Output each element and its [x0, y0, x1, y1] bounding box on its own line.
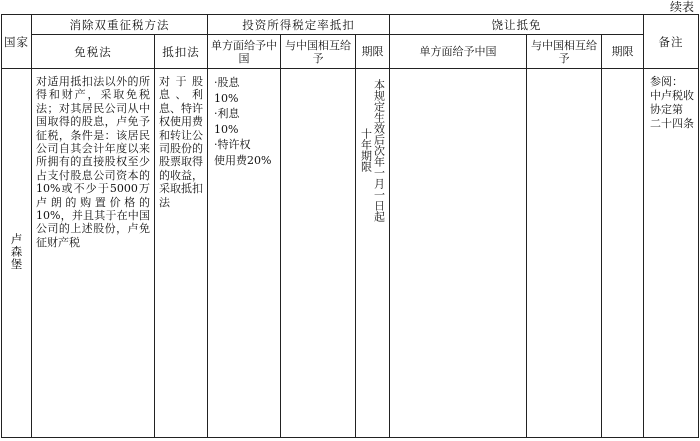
remark-line: 二十四条 — [650, 117, 695, 130]
rate-line: 使用费20% — [214, 153, 272, 167]
rate-line: ·特许权 — [214, 138, 251, 151]
rate-line: 10% — [214, 122, 239, 136]
country-name: 卢森堡 — [9, 232, 24, 271]
rate-line: ·利息 — [214, 107, 240, 120]
remark-line: 中卢税收 — [650, 89, 695, 102]
tax-treaty-table — [1, 14, 699, 438]
credit-text: 对于股息、利息、特许权使用费和转让公司股份的股票取得的收益，采取抵扣法 — [159, 75, 203, 209]
remark-text — [644, 75, 698, 131]
unilateral-credit-cell — [208, 69, 281, 438]
header-sparing-group: 饶让抵免 — [390, 15, 644, 35]
header-mutual-sparing: 与中国相互给予 — [527, 35, 602, 69]
term-credit-cell — [356, 69, 390, 438]
term-sparing-cell — [602, 69, 644, 438]
header-term-credit: 期限 — [356, 35, 390, 69]
rate-line: 10% — [214, 91, 239, 105]
header-unilateral-sparing: 单方面给予中国 — [390, 35, 527, 69]
header-credit-group: 投资所得税定率抵扣 — [208, 15, 390, 35]
unilateral-sparing-cell — [390, 69, 527, 438]
mutual-credit-cell — [281, 69, 356, 438]
remarks-cell — [644, 69, 699, 438]
country-cell — [2, 69, 32, 438]
header-remarks: 备注 — [644, 15, 699, 69]
rate-line: ·股息 — [214, 76, 240, 89]
header-exemption: 免税法 — [32, 35, 155, 69]
term-text: 本规定生效后次年一月一日起十年期限 — [359, 78, 386, 222]
mutual-sparing-cell — [527, 69, 602, 438]
unilateral-credit-rates — [208, 75, 280, 168]
header-unilateral-credit: 单方面给予中国 — [208, 35, 281, 69]
header-double-tax-group: 消除双重征税方法 — [32, 15, 208, 35]
header-country: 国家 — [2, 15, 32, 69]
exemption-cell — [32, 69, 155, 438]
credit-cell — [155, 69, 208, 438]
remark-line: 协定第 — [650, 103, 684, 116]
remark-line: 参阅： — [650, 75, 684, 88]
header-mutual-credit: 与中国相互给予 — [281, 35, 356, 69]
header-credit: 抵扣法 — [155, 35, 208, 69]
exemption-text: 对适用抵扣法以外的所得和财产，采取免税法；对其居民公司从中国取得的股息，卢免予征税，条件是：该居民公司自其会计年度以来所拥有的直接股权至少占支付股息公司资本的10%或不少于5000万卢朗的购置价格的10%，并且其于在中国公司的上述股份，卢免征财产税 — [36, 75, 150, 249]
header-term-sparing: 期限 — [602, 35, 644, 69]
continued-label: 续表 — [669, 0, 694, 14]
